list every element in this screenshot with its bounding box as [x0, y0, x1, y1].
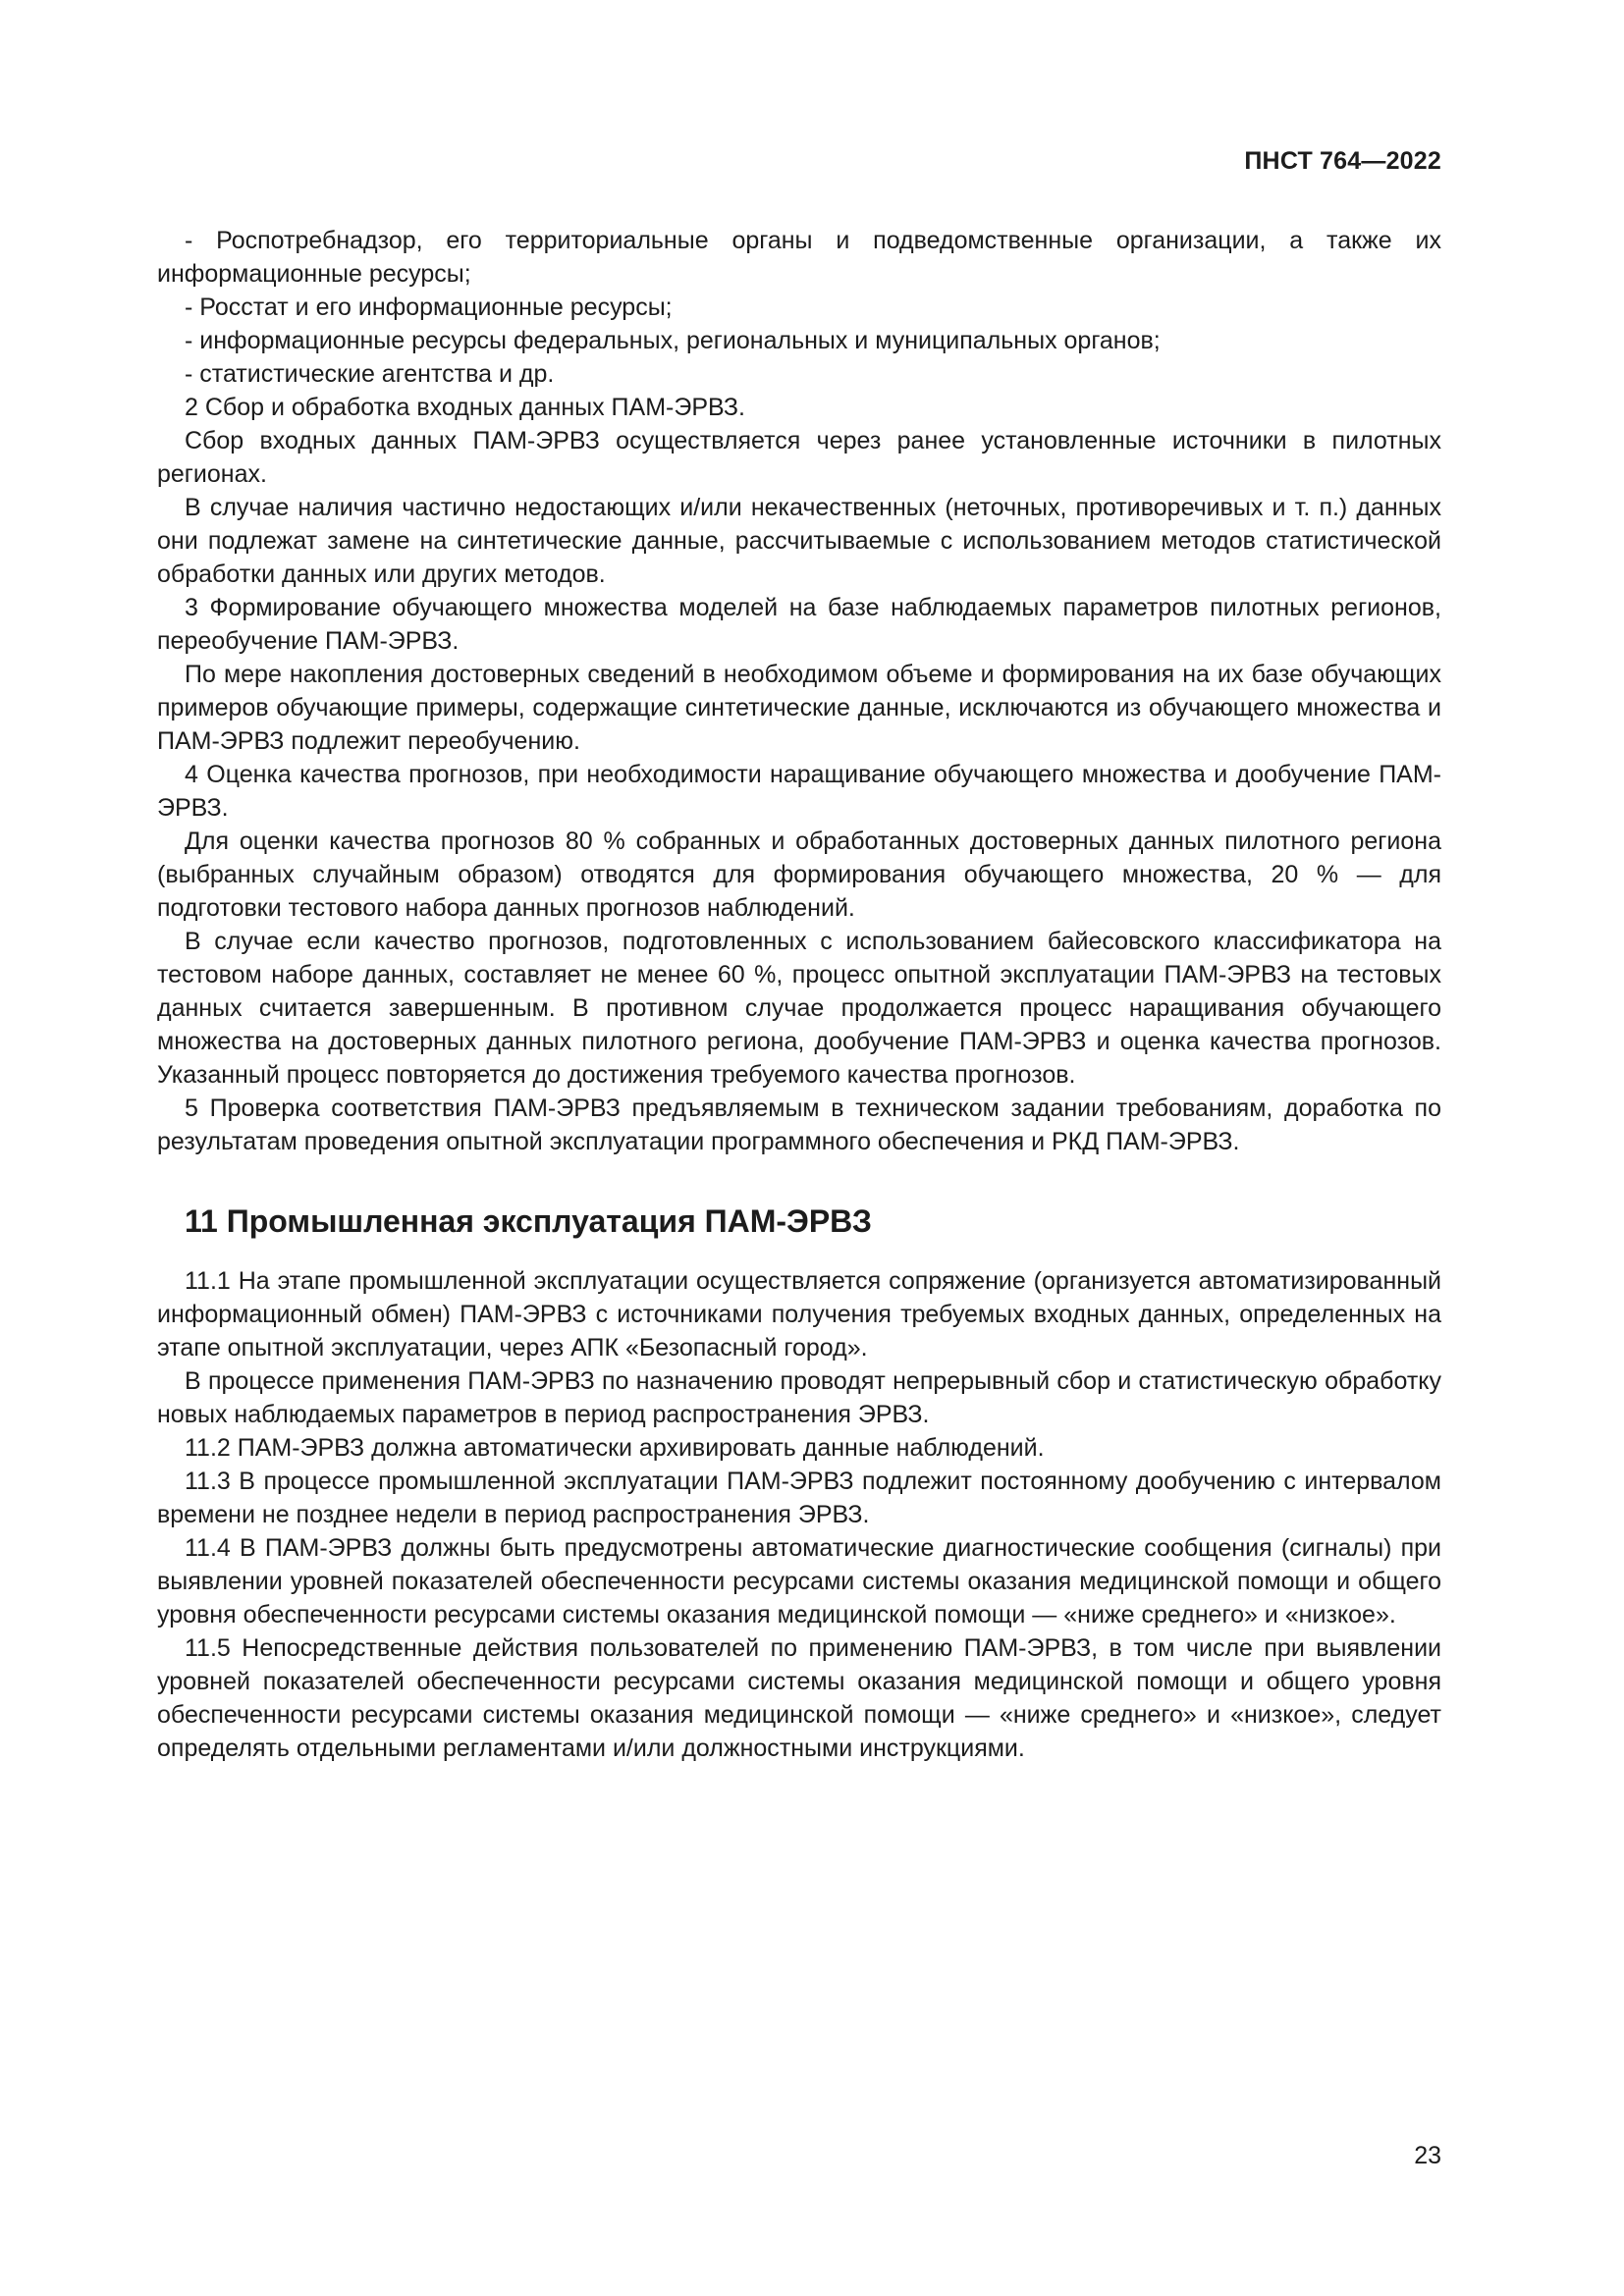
step-2-heading: 2 Сбор и обработка входных данных ПАМ-ЭРВЗ. — [185, 394, 745, 421]
document-body — [157, 224, 1441, 1765]
document-id-header: ПНСТ 764—2022 — [1244, 147, 1441, 175]
paragraph: Для оценки качества прогнозов 80 % собранных и обработанных достоверных данных пилотного региона (выбранных случайным образом) отводятся для формирования обучающего множества, 20 % — для подготовки тестового набора данных прогнозов наблюдений. — [157, 828, 1441, 922]
clause-11-4: 11.4 В ПАМ-ЭРВЗ должны быть предусмотрены автоматические диагностические сообщения (сигналы) при выявлении уровней показателей обеспеченности ресурсами системы оказания медицинской помощи и общего уровня обеспеченности ресурсами системы оказания медицинской помощи — «ниже среднего» и «низкое». — [157, 1534, 1441, 1629]
clause-11-3: 11.3 В процессе промышленной эксплуатации ПАМ-ЭРВЗ подлежит постоянному дообучению с интервалом времени не позднее недели в период распространения ЭРВЗ. — [157, 1468, 1441, 1528]
list-item-statistical-agencies: - статистические агентства и др. — [185, 360, 555, 388]
clause-11-1: 11.1 На этапе промышленной эксплуатации осуществляется сопряжение (организуется автоматизированный информационный обмен) ПАМ-ЭРВЗ с источниками получения требуемых входных данных, определенных на этапе опытной эксплуатации, через АПК «Безопасный город». — [157, 1267, 1441, 1362]
section-title: 11 Промышленная эксплуатация ПАМ-ЭРВЗ — [185, 1203, 872, 1239]
list-item-rosstat: - Росстат и его информационные ресурсы; — [185, 294, 673, 321]
paragraph: В процессе применения ПАМ-ЭРВЗ по назначению проводят непрерывный сбор и статистическую обработку новых наблюдаемых параметров в период распространения ЭРВЗ. — [157, 1367, 1441, 1428]
page-number: 23 — [1414, 2142, 1441, 2169]
step-4-heading: 4 Оценка качества прогнозов, при необходимости наращивание обучающего множества и дообучение ПАМ-ЭРВЗ. — [157, 761, 1441, 822]
clause-11-5: 11.5 Непосредственные действия пользователей по применению ПАМ-ЭРВЗ, в том числе при выявлении уровней показателей обеспеченности ресурсами системы оказания медицинской помощи и общего уровня обеспеченности ресурсами системы оказания медицинской помощи — «ниже среднего» и «низкое», следует определять отдельными регламентами и/или должностными инструкциями. — [157, 1634, 1441, 1762]
paragraph: Сбор входных данных ПАМ-ЭРВЗ осуществляется через ранее установленные источники в пилотных регионах. — [157, 427, 1441, 488]
paragraph: По мере накопления достоверных сведений в необходимом объеме и формирования на их базе обучающих примеров обучающие примеры, содержащие синтетические данные, исключаются из обучающего множества и ПАМ-ЭРВЗ подлежит переобучению. — [157, 661, 1441, 755]
step-5-heading: 5 Проверка соответствия ПАМ-ЭРВЗ предъявляемым в техническом задании требованиям, доработка по результатам проведения опытной эксплуатации программного обеспечения и РКД ПАМ-ЭРВЗ. — [157, 1095, 1441, 1155]
list-item-government-resources: - информационные ресурсы федеральных, региональных и муниципальных органов; — [185, 327, 1161, 354]
paragraph: В случае наличия частично недостающих и/или некачественных (неточных, противоречивых и т. п.) данных они подлежат замене на синтетические данные, рассчитываемые с использованием методов статистической обработки данных или других методов. — [157, 494, 1441, 588]
paragraph: В случае если качество прогнозов, подготовленных с использованием байесовского классификатора на тестовом наборе данных, составляет не менее 60 %, процесс опытной эксплуатации ПАМ-ЭРВЗ на тестовых данных считается завершенным. В противном случае продолжается процесс наращивания обучающего множества на достоверных данных пилотного региона, дообучение ПАМ-ЭРВЗ и оценка качества прогнозов. Указанный процесс повторяется до достижения требуемого качества прогнозов. — [157, 928, 1441, 1089]
step-3-heading: 3 Формирование обучающего множества моделей на базе наблюдаемых параметров пилотных регионов, переобучение ПАМ-ЭРВЗ. — [157, 594, 1441, 655]
clause-11-2: 11.2 ПАМ-ЭРВЗ должна автоматически архивировать данные наблюдений. — [185, 1434, 1045, 1462]
list-item-rospotrebnadzor: - Роспотребнадзор, его территориальные органы и подведомственные организации, а также их информационные ресурсы; — [157, 227, 1441, 288]
